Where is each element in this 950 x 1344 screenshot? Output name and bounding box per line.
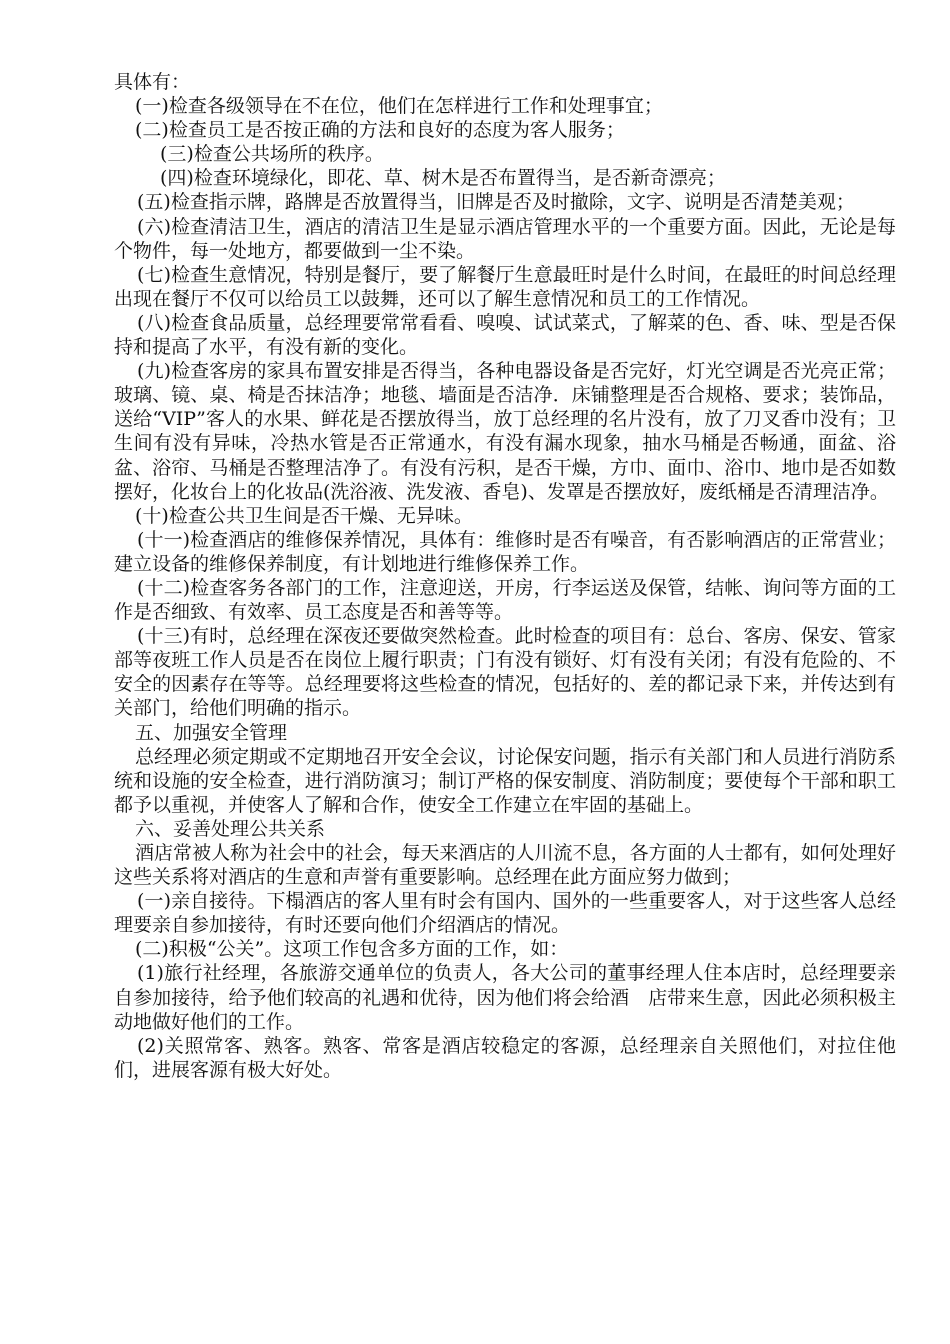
paragraph: (十)检查公共卫生间是否干燥、无异味。 [135, 504, 473, 527]
paragraph: 六、妥善处理公共关系 [135, 817, 326, 840]
paragraph: (五)检查指示牌，路牌是否放置得当，旧牌是否及时撤除，文字、说明是否清楚美观； [137, 191, 855, 214]
paragraph: (七)检查生意情况，特别是餐厅，要了解餐厅生意最旺时是什么时间，在最旺的时间总经理出现在餐厅不仅可以给员工以鼓舞，还可以了解生意情况和员工的工作情况。 [114, 263, 896, 310]
paragraph: (八)检查食品质量，总经理要常常看看、嗅嗅、试试菜式，了解菜的色、香、味、型是否保持和提高了水平，有没有新的变化。 [114, 311, 896, 359]
paragraph: (一)检查各级领导在不在位，他们在怎样进行工作和处理事宜； [135, 95, 663, 118]
paragraph: (九)检查客房的家具布置安排是否得当，各种电器设备是否完好，灯光空调是否光亮正常；玻璃、镜、桌、椅是否抹洁净；地毯、墙面是否洁净．床铺整理是否合规格、要求；装饰品，送给“VIP”客人的水果、鲜花是否摆放得当，放丁总经理的名片没有，放了刀叉香巾没有；卫生间有没有异味，冷热水管是否正常通水，有没有漏水现象，抽水马桶是否畅通，面盆、浴盆、浴帘、马桶是否整理洁净了。有没有污积，是否干燥，方巾、面巾、浴巾、地巾是否如数摆好，化妆台上的化妆品(洗浴液、洗发液、香皂)、发罩是否摆放好，废纸桶是否清理洁净。 [114, 360, 896, 503]
paragraph: (三)检查公共场所的秩序。 [160, 143, 384, 166]
paragraph: 具体有： [114, 71, 191, 93]
paragraph: (1)旅行社经理，各旅游交通单位的负责人，各大公司的董事经理人住本店时，总经理要亲自参加接待，给予他们较高的礼遇和优待，因为他们将会给酒 店带来生意，因此必须积极主动地做好他们的工作。 [114, 962, 896, 1033]
paragraph: 酒店常被人称为社会中的社会，每天来酒店的人川流不息，各方面的人士都有，如何处理好这些关系将对酒店的生意和声誉有重要影响。总经理在此方面应努力做到； [114, 842, 896, 889]
paragraph: (四)检查环境绿化，即花、草、树木是否布置得当，是否新奇漂亮； [160, 167, 726, 190]
paragraph: 五、加强安全管理 [135, 721, 288, 744]
document-body [114, 70, 896, 1082]
paragraph: (六)检查清洁卫生，酒店的清洁卫生是显示酒店管理水平的一个重要方面。因此，无论是每个物件，每一处地方，都要做到一尘不染。 [114, 215, 896, 262]
paragraph: (2)关照常客、熟客。熟客、常客是酒店较稳定的客源，总经理亲自关照他们，对拉住他们，进展客源有极大好处。 [114, 1034, 896, 1081]
paragraph: (二)检查员工是否按正确的方法和良好的态度为客人服务； [135, 119, 625, 142]
paragraph: (二)积极“公关”。这项工作包含多方面的工作，如： [135, 938, 569, 961]
paragraph: (十一)检查酒店的维修保养情况，具体有：维修时是否有噪音，有否影响酒店的正常营业；建立设备的维修保养制度，有计划地进行维修保养工作。 [114, 528, 896, 575]
paragraph: (十三)有时，总经理在深夜还要做突然检查。此时检查的项目有：总台、客房、保安、管家部等夜班工作人员是否在岗位上履行职责；门有没有锁好、灯有没有关闭；有没有危险的、不安全的因素存在等等。总经理要将这些检查的情况，包括好的、差的都记录下来，并传达到有关部门，给他们明确的指示。 [114, 625, 896, 720]
paragraph: 总经理必须定期或不定期地召开安全会议，讨论保安问题，指示有关部门和人员进行消防系统和设施的安全检查，进行消防演习；制订严格的保安制度、消防制度；要使每个干部和职工都予以重视，并使客人了解和合作，使安全工作建立在牢固的基础上。 [114, 745, 896, 816]
paragraph: (一)亲自接待。下榻酒店的客人里有时会有国内、国外的一些重要客人，对于这些客人总经理要亲自参加接待，有时还要向他们介绍酒店的情况。 [114, 890, 896, 937]
paragraph: (十二)检查客务各部门的工作，注意迎送，开房，行李运送及保管，结帐、询问等方面的工作是否细致、有效率、员工态度是否和善等等。 [114, 576, 896, 624]
